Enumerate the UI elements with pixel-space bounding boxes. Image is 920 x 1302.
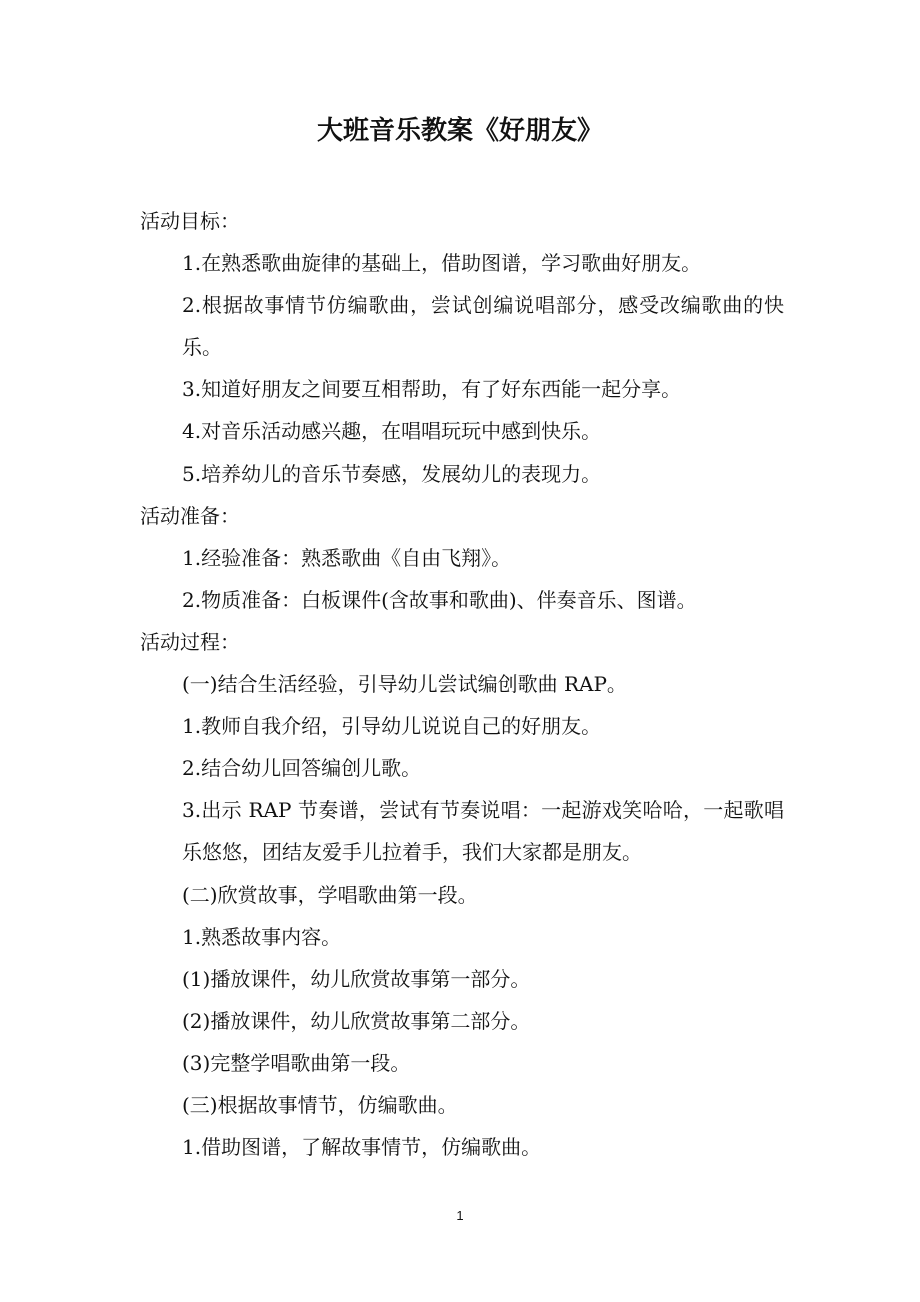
goal-item-4: 4.对音乐活动感兴趣，在唱唱玩玩中感到快乐。	[182, 419, 602, 444]
process-step-2: (二)欣赏故事，学唱歌曲第一段。	[182, 882, 478, 907]
document-body	[140, 200, 784, 1168]
process-substep: 1.借助图谱，了解故事情节，仿编歌曲。	[182, 1135, 542, 1160]
section-heading-goals: 活动目标：	[140, 209, 240, 233]
goal-item-2: 2.根据故事情节仿编歌曲，尝试创编说唱部分，感受改编歌曲的快乐。	[182, 293, 784, 360]
process-substep: (3)完整学唱歌曲第一段。	[182, 1050, 411, 1075]
page-title: 大班音乐教案《好朋友》	[316, 116, 603, 146]
process-step-3: (三)根据故事情节，仿编歌曲。	[182, 1092, 458, 1117]
preparation-item-1: 1.经验准备：熟悉歌曲《自由飞翔》。	[182, 545, 512, 570]
process-substep: (1)播放课件，幼儿欣赏故事第一部分。	[182, 966, 531, 991]
section-heading-process: 活动过程：	[140, 629, 240, 654]
goal-item-3: 3.知道好朋友之间要互相帮助，有了好东西能一起分享。	[182, 377, 682, 402]
process-substep: 1.教师自我介绍，引导幼儿说说自己的好朋友。	[182, 714, 602, 739]
page-number: 1	[456, 1208, 464, 1223]
goal-item-5: 5.培养幼儿的音乐节奏感，发展幼儿的表现力。	[182, 461, 602, 486]
process-substep: 2.结合幼儿回答编创儿歌。	[182, 756, 422, 781]
process-substep: (2)播放课件，幼儿欣赏故事第二部分。	[182, 1008, 531, 1033]
process-substep: 3.出示 RAP 节奏谱，尝试有节奏说唱：一起游戏笑哈哈，一起歌唱乐悠悠，团结友爱手儿拉着手，我们大家都是朋友。	[182, 798, 784, 865]
goal-item-1: 1.在熟悉歌曲旋律的基础上，借助图谱，学习歌曲好朋友。	[182, 251, 702, 276]
process-step-1: (一)结合生活经验，引导幼儿尝试编创歌曲 RAP。	[182, 672, 627, 697]
preparation-item-2: 2.物质准备：白板课件(含故事和歌曲)、伴奏音乐、图谱。	[182, 587, 697, 612]
process-substep: 1.熟悉故事内容。	[182, 924, 342, 949]
section-heading-preparation: 活动准备：	[140, 503, 240, 528]
